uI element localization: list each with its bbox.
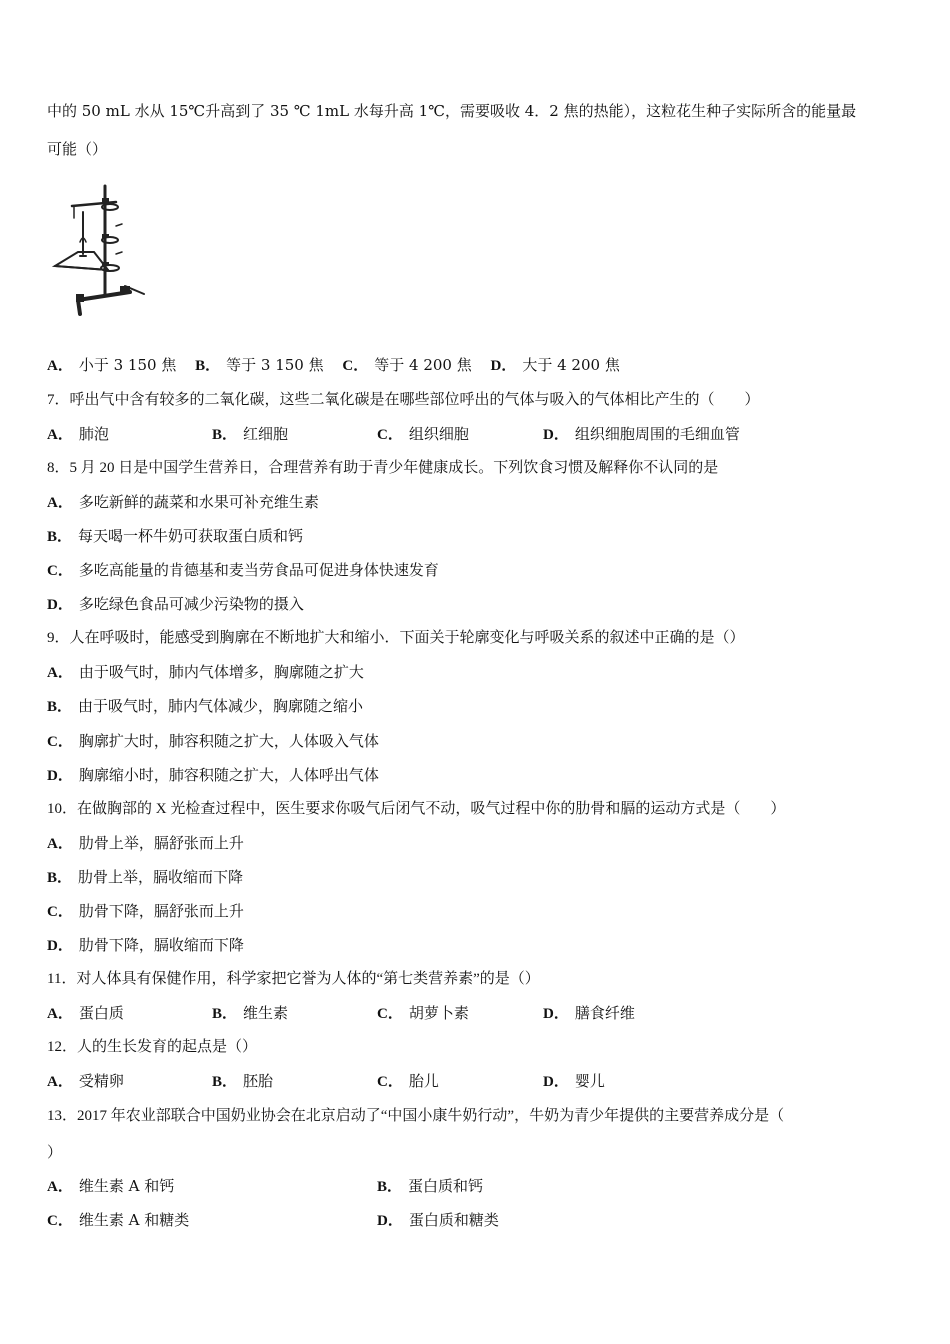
q10-option-c[interactable]: C． 肋骨下降，膈舒张而上升: [47, 902, 244, 920]
q12-option-c[interactable]: C． 胎儿: [377, 1072, 439, 1090]
q13-option-c[interactable]: C． 维生素 A 和糖类: [47, 1211, 190, 1229]
q13-stem-line-2: ）: [47, 1143, 63, 1161]
q13-option-d[interactable]: D． 蛋白质和糖类: [377, 1211, 499, 1229]
q11-option-c[interactable]: C． 胡萝卜素: [377, 1004, 469, 1022]
q12-stem: 12．人的生长发育的起点是（）: [47, 1039, 258, 1055]
q9-option-b[interactable]: B． 由于吸气时，肺内气体减少，胸廓随之缩小: [47, 697, 364, 715]
q7-option-d[interactable]: D． 组织细胞周围的毛细血管: [543, 425, 740, 443]
q9-option-d[interactable]: D． 胸廓缩小时，肺容积随之扩大，人体呼出气体: [47, 766, 379, 784]
q9-option-c[interactable]: C． 胸廓扩大时，肺容积随之扩大，人体吸入气体: [47, 732, 379, 750]
q6-option-a[interactable]: A． 小于 3 150 焦: [47, 356, 177, 374]
q13-stem-line-1: 13．2017 年农业部联合中国奶业协会在北京启动了“中国小康牛奶行动”，牛奶为青少年提供的主要营养成分是（: [47, 1108, 785, 1124]
q10-option-b[interactable]: B． 肋骨上举，膈收缩而下降: [47, 868, 244, 886]
q9-stem: 9．人在呼吸时，能感受到胸廓在不断地扩大和缩小．下面关于轮廓变化与呼吸关系的叙述中正确的是（）: [47, 630, 745, 646]
q7-option-a[interactable]: A． 肺泡: [47, 425, 109, 443]
q6-options: [47, 355, 620, 376]
q12-option-d[interactable]: D． 婴儿: [543, 1072, 605, 1090]
q6-option-d[interactable]: D． 大于 4 200 焦: [490, 356, 620, 374]
q8-option-a[interactable]: A． 多吃新鲜的蔬菜和水果可补充维生素: [47, 493, 319, 511]
intro-line-1: 中的 50 mL 水从 15℃升高到了 35 ℃ 1mL 水每升高 1℃，需要吸收 4．2 焦的热能），这粒花生种子实际所含的能量最: [47, 102, 857, 120]
q8-option-b[interactable]: B． 每天喝一杯牛奶可获取蛋白质和钙: [47, 527, 304, 545]
q13-option-b[interactable]: B． 蛋白质和钙: [377, 1177, 484, 1195]
iron-stand-apparatus-figure: [50, 182, 150, 320]
q8-stem: 8．5 月 20 日是中国学生营养日，合理营养有助于青少年健康成长。下列饮食习惯及解释你不认同的是: [47, 460, 719, 476]
q7-option-b[interactable]: B． 红细胞: [212, 425, 289, 443]
q10-option-d[interactable]: D． 肋骨下降，膈收缩而下降: [47, 936, 244, 954]
q10-option-a[interactable]: A． 肋骨上举，膈舒张而上升: [47, 834, 244, 852]
q7-stem: 7．呼出气中含有较多的二氧化碳，这些二氧化碳是在哪些部位呼出的气体与吸入的气体相比产生的（ ）: [47, 392, 760, 408]
q12-option-b[interactable]: B． 胚胎: [212, 1072, 274, 1090]
q11-option-b[interactable]: B． 维生素: [212, 1004, 289, 1022]
q6-option-c[interactable]: C． 等于 4 200 焦: [342, 356, 472, 374]
q12-option-a[interactable]: A． 受精卵: [47, 1072, 124, 1090]
q7-option-c[interactable]: C． 组织细胞: [377, 425, 469, 443]
q13-option-a[interactable]: A． 维生素 A 和钙: [47, 1177, 175, 1195]
q11-option-d[interactable]: D． 膳食纤维: [543, 1004, 635, 1022]
q10-stem: 10．在做胸部的 X 光检查过程中，医生要求你吸气后闭气不动，吸气过程中你的肋骨和膈的运动方式是（ ）: [47, 801, 786, 817]
q11-stem: 11．对人体具有保健作用，科学家把它誉为人体的“第七类营养素”的是（）: [47, 971, 540, 987]
q8-option-d[interactable]: D． 多吃绿色食品可减少污染物的摄入: [47, 595, 304, 613]
q6-option-b[interactable]: B． 等于 3 150 焦: [195, 356, 324, 374]
q11-option-a[interactable]: A． 蛋白质: [47, 1004, 124, 1022]
intro-line-2: 可能（）: [47, 140, 108, 158]
q9-option-a[interactable]: A． 由于吸气时，肺内气体增多，胸廓随之扩大: [47, 663, 364, 681]
q8-option-c[interactable]: C． 多吃高能量的肯德基和麦当劳食品可促进身体快速发育: [47, 561, 439, 579]
